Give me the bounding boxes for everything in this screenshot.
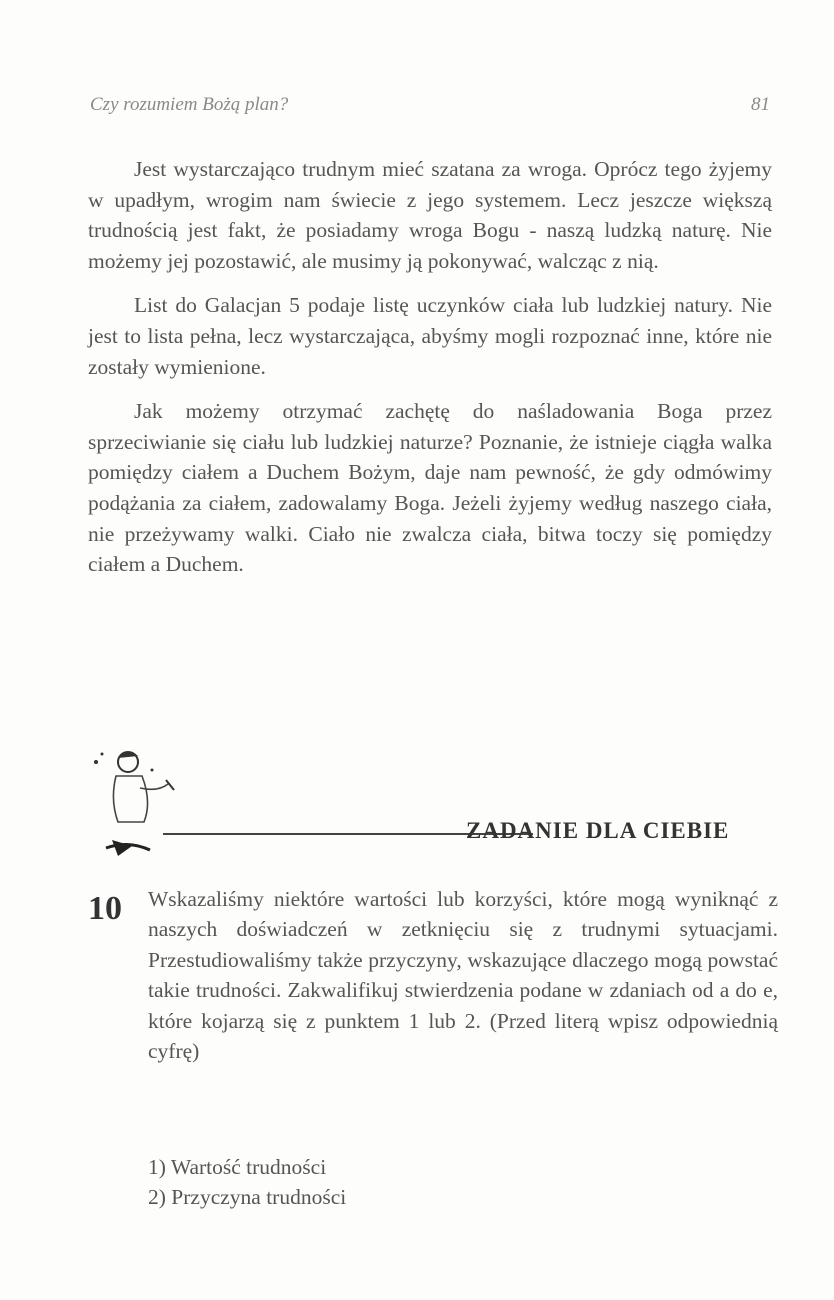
exercise-number: 10 (88, 890, 122, 927)
running-head (90, 94, 770, 118)
running-title: Czy rozumiem Bożą plan? (90, 94, 289, 115)
exercise-option: 2) Przyczyna trudności (148, 1185, 347, 1209)
exercise-options (148, 1152, 346, 1212)
paragraph: Jak możemy otrzymać zachętę do naśladowania Boga przez sprzeciwianie się ciału lub ludzkiej naturze? Poznanie, że istnieje ciągła walka pomiędzy ciałem a Duchem Bożym, daje nam pewność, że gdy odmówimy podążania za ciałem, zadowalamy Boga. Jeżeli żyjemy według naszego ciała, nie przeżywamy walki. Ciało nie zwalcza ciała, bitwa toczy się pomiędzy ciałem a Duchem. (88, 399, 772, 577)
body-text (88, 154, 772, 594)
task-header (88, 740, 778, 870)
exercise-text: Wskazaliśmy niektóre wartości lub korzyści, które mogą wyniknąć z naszych doświadczeń w zetknięciu się z trudnymi sytuacjami. Przestudiowaliśmy także przyczyny, wskazujące dlaczego mogą powstać takie trudności. Zakwalifikuj stwierdzenia podane w zdaniach od a do e, które kojarzą się z punktem 1 lub 2. (Przed literą wpisz odpowiednią cyfrę) (148, 887, 778, 1064)
task-title: ZADANIE DLA CIEBIE (466, 818, 730, 843)
paragraph: List do Galacjan 5 podaje listę uczynków ciała lub ludzkiej natury. Nie jest to lista pełna, lecz wystarczająca, abyśmy mogli rozpoznać inne, które nie zostały wymienione. (88, 293, 772, 379)
student-writing-icon (88, 740, 198, 865)
paragraph: Jest wystarczająco trudnym mieć szatana za wroga. Oprócz tego żyjemy w upadłym, wrogim nam świecie z jego systemem. Lecz jeszcze większą trudnością jest fakt, że posiadamy wroga Bogu - naszą ludzką naturę. Nie możemy jej pozostawić, ale musimy ją pokonywać, walcząc z nią. (88, 157, 772, 273)
exercise-option: 1) Wartość trudności (148, 1155, 327, 1179)
page-number: 81 (751, 94, 770, 115)
